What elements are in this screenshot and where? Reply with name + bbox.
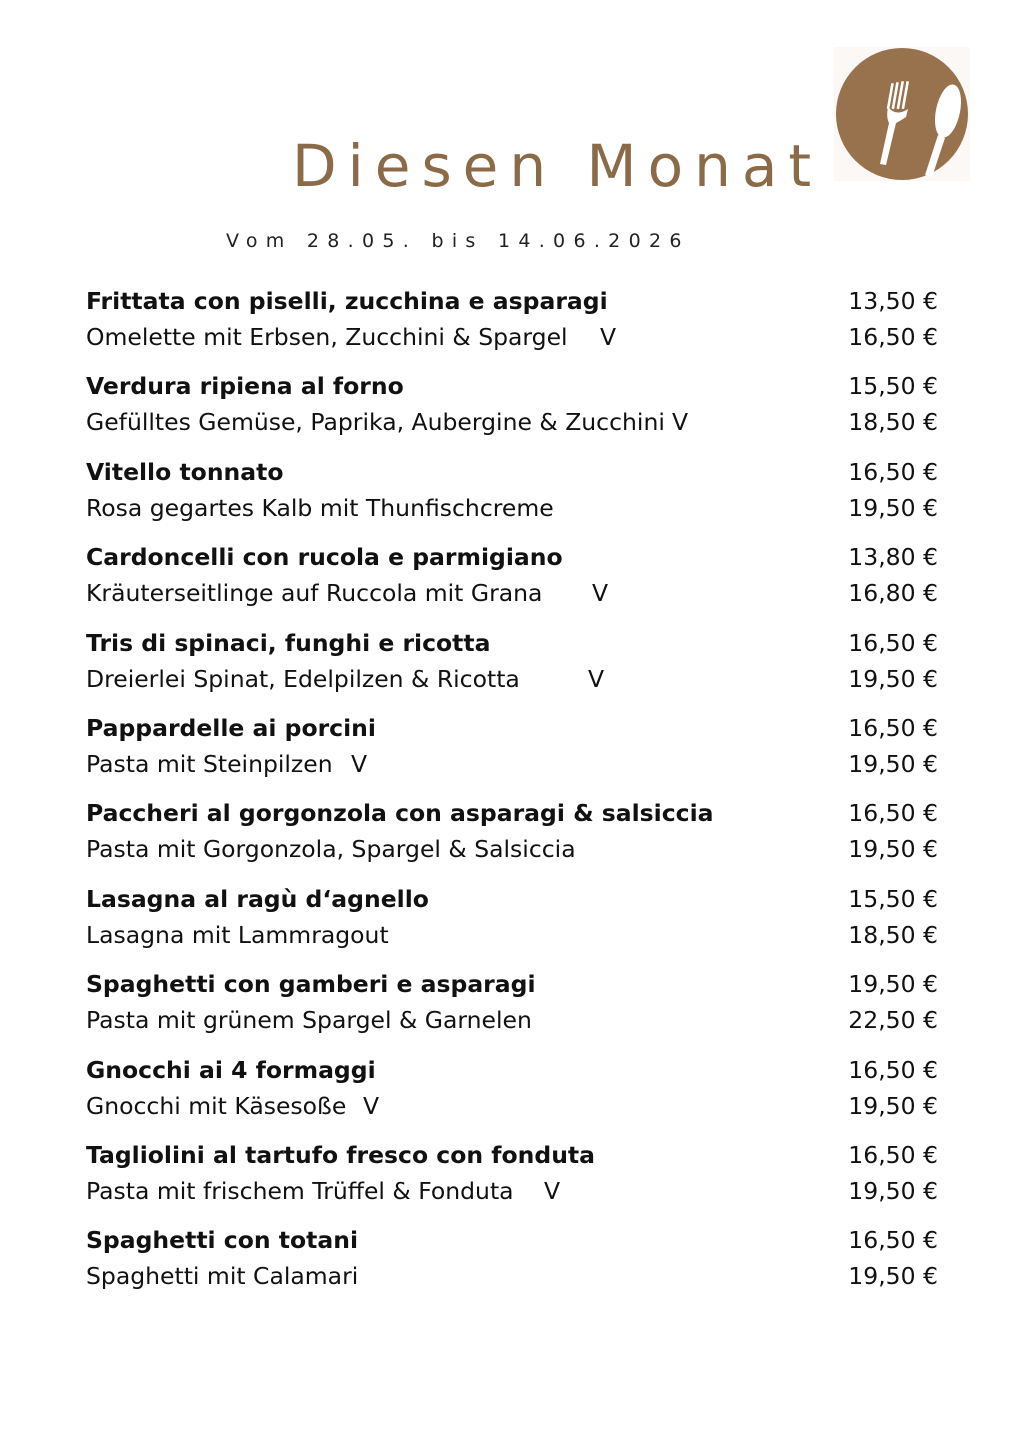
price-single: 16,50 € xyxy=(848,1140,938,1169)
vegetarian-badge: V xyxy=(592,579,609,608)
vegetarian-badge: V xyxy=(363,1091,380,1120)
dish-name-german: Gefülltes Gemüse, Paprika, Aubergine & Zucchini xyxy=(86,408,665,437)
vegetarian-badge: V xyxy=(351,749,368,778)
price-single: 16,50 € xyxy=(848,628,938,657)
menu-item xyxy=(86,1222,942,1307)
dish-name-german: Pasta mit grünem Spargel & Garnelen xyxy=(86,1006,532,1035)
menu-item xyxy=(86,454,942,539)
price-single: 16,50 € xyxy=(848,1055,938,1084)
dish-name-german: Pasta mit Gorgonzola, Spargel & Salsiccia xyxy=(86,835,576,864)
menu-item-italian-line xyxy=(86,368,942,404)
menu-item-italian-line xyxy=(86,795,942,831)
menu-item xyxy=(86,1052,942,1137)
price-large: 18,50 € xyxy=(848,408,938,437)
menu-item-german-line xyxy=(86,831,942,867)
price-single: 19,50 € xyxy=(848,970,938,999)
menu-item-italian-line xyxy=(86,710,942,746)
menu-item-italian-line xyxy=(86,539,942,575)
menu-item-german-line xyxy=(86,1173,942,1209)
dish-name-italian: Vitello tonnato xyxy=(86,457,284,486)
menu-item xyxy=(86,966,942,1051)
menu-item-german-line xyxy=(86,917,942,953)
dish-name-italian: Frittata con piselli, zucchina e asparagi xyxy=(86,287,608,315)
dish-name-italian: Tagliolini al tartufo fresco con fonduta xyxy=(86,1140,596,1169)
menu-item-italian-line xyxy=(86,625,942,661)
menu-item-german-line xyxy=(86,575,942,611)
vegetarian-badge: V xyxy=(672,408,689,437)
price-large: 19,50 € xyxy=(848,1091,938,1120)
price-single: 13,80 € xyxy=(848,543,938,572)
price-single: 15,50 € xyxy=(848,372,938,401)
menu-item-italian-line xyxy=(86,966,942,1002)
menu-item-italian-line xyxy=(86,283,942,319)
menu-item-italian-line xyxy=(86,1222,942,1258)
menu-item xyxy=(86,710,942,795)
menu-item-italian-line xyxy=(86,1052,942,1088)
dish-name-german: Rosa gegartes Kalb mit Thunfischcreme xyxy=(86,493,554,522)
menu-item xyxy=(86,368,942,453)
dish-name-italian: Verdura ripiena al forno xyxy=(86,372,404,401)
price-single: 16,50 € xyxy=(848,713,938,742)
price-large: 19,50 € xyxy=(848,1262,938,1291)
vegetarian-badge: V xyxy=(544,1176,561,1205)
price-large: 19,50 € xyxy=(848,749,938,778)
price-large: 16,50 € xyxy=(848,323,938,351)
price-single: 16,50 € xyxy=(848,1226,938,1255)
price-single: 16,50 € xyxy=(848,799,938,828)
price-single: 13,50 € xyxy=(848,287,938,315)
menu-item-german-line xyxy=(86,1258,942,1294)
page-title: Diesen Monat xyxy=(292,132,823,200)
dish-name-italian: Cardoncelli con rucola e parmigiano xyxy=(86,543,563,572)
menu-item-italian-line xyxy=(86,881,942,917)
menu-item-german-line xyxy=(86,746,942,782)
dish-name-german: Spaghetti mit Calamari xyxy=(86,1262,359,1291)
price-single: 15,50 € xyxy=(848,884,938,913)
dish-name-german: Pasta mit frischem Trüffel & Fonduta xyxy=(86,1176,514,1205)
price-large: 19,50 € xyxy=(848,664,938,693)
menu-list xyxy=(86,283,942,1308)
dish-name-italian: Tris di spinaci, funghi e ricotta xyxy=(86,628,491,657)
vegetarian-badge: V xyxy=(588,664,605,693)
menu-item-german-line xyxy=(86,490,942,526)
menu-item xyxy=(86,625,942,710)
menu-item xyxy=(86,1137,942,1222)
dish-name-italian: Lasagna al ragù d‘agnello xyxy=(86,884,429,913)
menu-item xyxy=(86,881,942,966)
menu-item-german-line xyxy=(86,1002,942,1038)
dish-name-italian: Pappardelle ai porcini xyxy=(86,713,376,742)
price-large: 22,50 € xyxy=(848,1006,938,1035)
menu-item xyxy=(86,539,942,624)
menu-item xyxy=(86,795,942,880)
date-range: Vom 28.05. bis 14.06.2026 xyxy=(226,230,690,252)
price-large: 19,50 € xyxy=(848,835,938,864)
dish-name-italian: Spaghetti con gamberi e asparagi xyxy=(86,970,536,999)
price-large: 19,50 € xyxy=(848,493,938,522)
menu-item-german-line xyxy=(86,404,942,440)
price-large: 19,50 € xyxy=(848,1176,938,1205)
menu-item-german-line xyxy=(86,319,942,355)
dish-name-german: Omelette mit Erbsen, Zucchini & Spargel xyxy=(86,323,568,351)
menu-item-german-line xyxy=(86,661,942,697)
dish-name-italian: Gnocchi ai 4 formaggi xyxy=(86,1055,376,1084)
dish-name-german: Kräuterseitlinge auf Ruccola mit Grana xyxy=(86,579,543,608)
vegetarian-badge: V xyxy=(600,323,617,351)
menu-item xyxy=(86,283,942,368)
menu-item-german-line xyxy=(86,1088,942,1124)
menu-item-italian-line xyxy=(86,1137,942,1173)
dish-name-italian: Paccheri al gorgonzola con asparagi & salsiccia xyxy=(86,799,714,828)
price-large: 18,50 € xyxy=(848,920,938,949)
dish-name-german: Pasta mit Steinpilzen xyxy=(86,749,333,778)
dish-name-german: Lasagna mit Lammragout xyxy=(86,920,389,949)
fork-and-spoon-icon xyxy=(834,47,970,181)
menu-item-italian-line xyxy=(86,454,942,490)
dish-name-italian: Spaghetti con totani xyxy=(86,1226,359,1255)
dish-name-german: Dreierlei Spinat, Edelpilzen & Ricotta xyxy=(86,664,520,693)
price-single: 16,50 € xyxy=(848,457,938,486)
dish-name-german: Gnocchi mit Käsesoße xyxy=(86,1091,347,1120)
price-large: 16,80 € xyxy=(848,579,938,608)
